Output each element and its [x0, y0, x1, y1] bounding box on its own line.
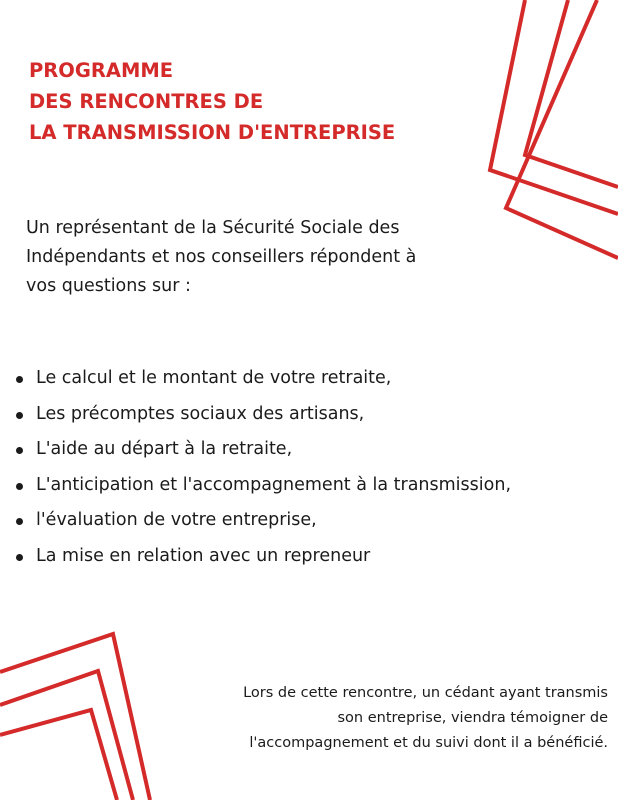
list-item: Les précomptes sociaux des artisans,: [14, 397, 614, 433]
list-item: l'évaluation de votre entreprise,: [14, 503, 614, 539]
list-item: Le calcul et le montant de votre retraite,: [14, 361, 614, 397]
title-line: DES RENCONTRES DE: [29, 90, 264, 113]
title-line: LA TRANSMISSION D'ENTREPRISE: [29, 121, 396, 144]
list-item: L'aide au départ à la retraite,: [14, 432, 614, 468]
testimony-note: [148, 681, 608, 756]
note-line: Lors de cette rencontre, un cédant ayant transmis: [243, 685, 608, 701]
topics-list: [14, 361, 614, 574]
note-line: son entreprise, viendra témoigner de: [337, 710, 608, 726]
intro-line: vos questions sur :: [26, 276, 191, 296]
bottom-left-chevron-lines: [0, 634, 150, 800]
list-item: La mise en relation avec un repreneur: [14, 539, 614, 575]
intro-paragraph: [26, 214, 526, 301]
title-line: PROGRAMME: [29, 59, 174, 82]
page-title: [29, 55, 395, 148]
note-line: l'accompagnement et du suivi dont il a bénéficié.: [249, 735, 608, 751]
intro-line: Indépendants et nos conseillers répondent à: [26, 247, 417, 267]
intro-line: Un représentant de la Sécurité Sociale des: [26, 218, 400, 238]
list-item: L'anticipation et l'accompagnement à la transmission,: [14, 468, 614, 504]
